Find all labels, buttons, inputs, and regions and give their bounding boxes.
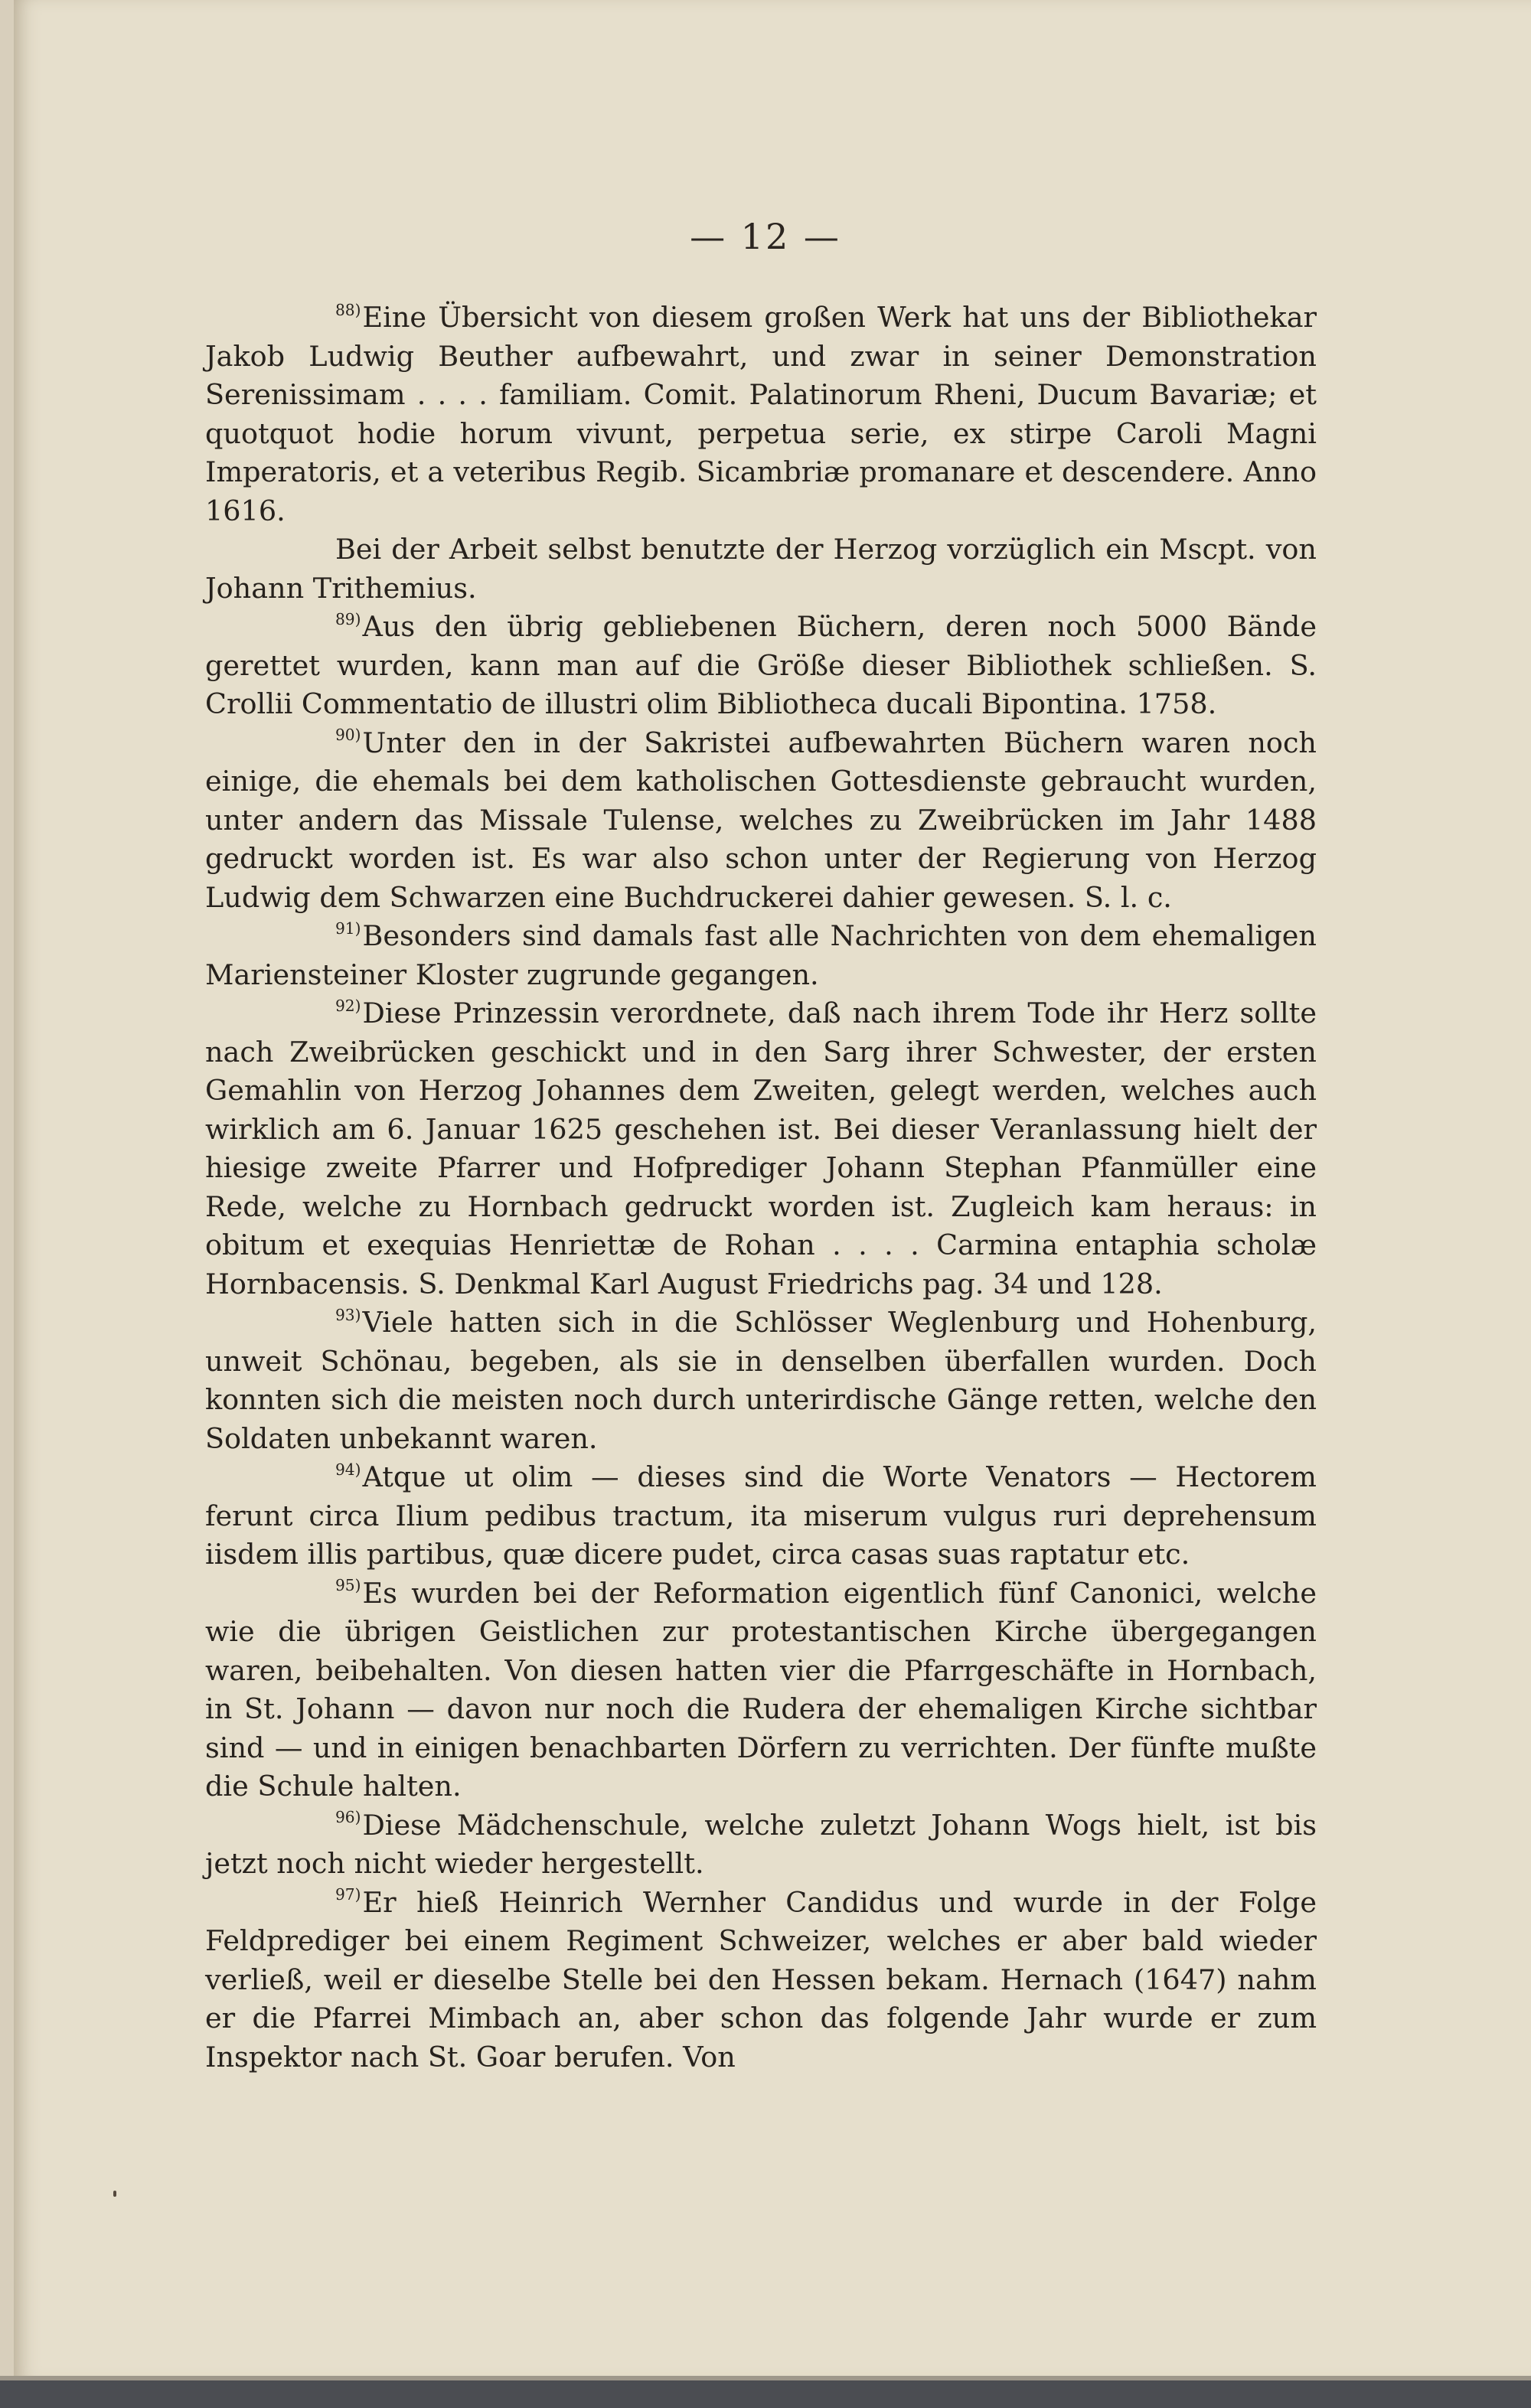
footnote-text: Diese Prinzessin verordnete, daß nach ihrem Tode ihr Herz sollte nach Zweibrücken geschickt und in den Sarg ihrer Schwester, der ersten Gemahlin von Herzog Johannes dem Zweiten, gelegt werden, welches auch wirklich am 6. Januar 1625 geschehen ist. Bei dieser Veranlassung hielt der hiesige zweite Pfarrer und Hofprediger Johann Stephan Pfanmüller eine Rede, welche zu Hornbach gedruckt worden ist. Zugleich kam heraus: in obitum et exequias Henriettæ de Rohan . . . . Carmina entaphia scholæ Hornbacensis. S. Denkmal Karl August Friedrichs pag. 34 und 128. <box>205 997 1317 1300</box>
footnote-96 <box>205 1806 1317 1884</box>
footnote-text: Es wurden bei der Reformation eigentlich fünf Canonici, welche wie die übrigen Geistlichen zur protestantischen Kirche übergegangen waren, beibehalten. Von diesen hatten vier die Pfarrgeschäfte in Hornbach, in St. Johann — davon nur noch die Rudera der ehemaligen Kirche sichtbar sind — und in einigen benachbarten Dörfern zu verrichten. Der fünfte mußte die Schule halten. <box>205 1576 1317 1803</box>
footnote-number: 89) <box>335 609 361 628</box>
footnote-text: Atque ut olim — dieses sind die Worte Venators — Hectorem ferunt circa Ilium pedibus tractum, ita miserum vulgus ruri deprehensum iisdem illis partibus, quæ dicere pudet, circa casas suas raptatur etc. <box>205 1460 1317 1571</box>
footnote-text: Eine Übersicht von diesem großen Werk hat uns der Bibliothekar Jakob Ludwig Beuther aufbewahrt, und zwar in seiner Demonstration Serenissimam . . . . familiam. Comit. Palatinorum Rheni, Ducum Bavariæ; et quotquot hodie horum vivunt, perpetua serie, ex stirpe Caroli Magni Imperatoris, et a veteribus Regib. Sicambriæ promanare et descendere. Anno 1616. <box>205 301 1317 527</box>
footnote-number: 96) <box>335 1808 361 1827</box>
footnote-88 <box>205 299 1317 530</box>
footnote-number: 88) <box>335 300 361 319</box>
footnote-text: Unter den in der Sakristei aufbewahrten Büchern waren noch einige, die ehemals bei dem katholischen Gottesdienste gebraucht wurden, unter andern das Missale Tulense, welches zu Zweibrücken im Jahr 1488 gedruckt worden ist. Es war also schon unter der Regierung von Herzog Ludwig dem Schwarzen eine Buchdruckerei dahier gewesen. S. l. c. <box>205 726 1317 914</box>
footnote-text: Diese Mädchenschule, welche zuletzt Johann Wogs hielt, ist bis jetzt noch nicht wieder hergestellt. <box>205 1808 1317 1880</box>
footnote-95 <box>205 1574 1317 1806</box>
footnote-number: 94) <box>335 1460 361 1479</box>
footnote-88-continued <box>205 530 1317 608</box>
footnote-text: Viele hatten sich in die Schlösser Weglenburg und Hohenburg, unweit Schönau, begeben, als sie in denselben überfallen wurden. Doch konnten sich die meisten noch durch unterirdische Gänge retten, welche den Soldaten unbekannt waren. <box>205 1306 1317 1455</box>
footnote-number: 97) <box>335 1885 361 1904</box>
footnote-89 <box>205 608 1317 724</box>
footnote-text: Besonders sind damals fast alle Nachrichten von dem ehemaligen Mariensteiner Kloster zugrunde gegangen. <box>205 919 1317 991</box>
footnote-text: Er hieß Heinrich Wernher Candidus und wurde in der Folge Feldprediger bei einem Regiment Schweizer, welches er aber bald wieder verließ, weil er dieselbe Stelle bei den Hessen bekam. Hernach (1647) nahm er die Pfarrei Mimbach an, aber schon das folgende Jahr wurde er zum Inspektor nach St. Goar berufen. Von <box>205 1885 1317 2074</box>
footnotes-body <box>205 299 1317 2077</box>
footnote-90 <box>205 724 1317 918</box>
footnote-number: 90) <box>335 726 361 745</box>
footnote-91 <box>205 917 1317 994</box>
footnote-number: 95) <box>335 1576 361 1595</box>
footnote-97 <box>205 1884 1317 2077</box>
footnote-number: 92) <box>335 996 361 1015</box>
footnote-92 <box>205 994 1317 1304</box>
page-number: — 12 — <box>690 216 841 257</box>
footnote-93 <box>205 1304 1317 1458</box>
scan-bottom-band <box>0 2380 1531 2408</box>
footnote-text: Bei der Arbeit selbst benutzte der Herzog vorzüglich ein Mscpt. von Johann Trithemius. <box>205 533 1317 605</box>
footnote-text: Aus den übrig gebliebenen Büchern, deren noch 5000 Bände gerettet wurden, kann man auf die Größe dieser Bibliothek schließen. S. Crollii Commentatio de illustri olim Bibliotheca ducali Bipontina. 1758. <box>205 610 1317 720</box>
footnote-number: 91) <box>335 918 361 938</box>
footnote-number: 93) <box>335 1305 361 1324</box>
margin-mark <box>113 2191 116 2197</box>
footnote-94 <box>205 1458 1317 1574</box>
